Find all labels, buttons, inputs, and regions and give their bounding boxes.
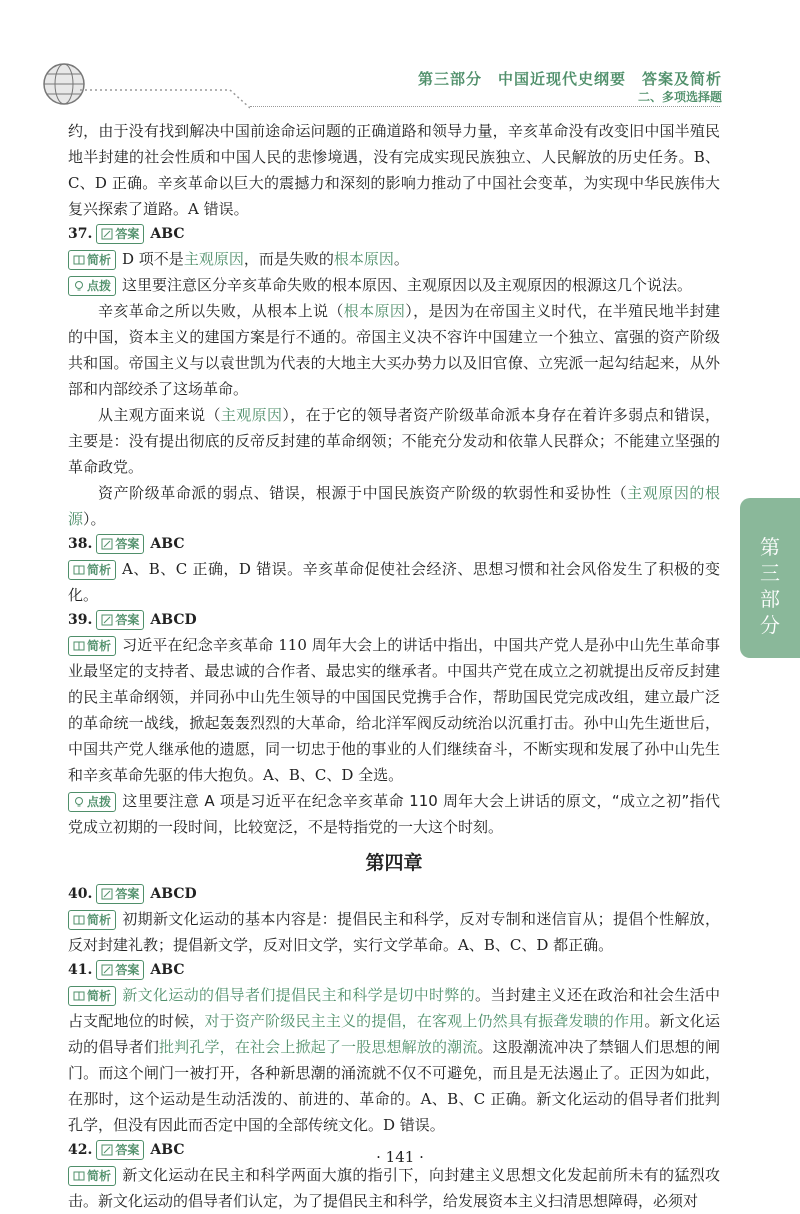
- pencil-icon: [101, 614, 113, 626]
- q41-analysis: 简析 新文化运动的倡导者们提倡民主和科学是切中时弊的。当封建主义还在政治和社会生活中占支配地位的时候，对于资产阶级民主主义的提倡，在客观上仍然具有振聋发聩的作用。新文化运动的倡导者们批判孔学，在社会上掀起了一股思想解放的潮流。这股潮流冲决了禁锢人们思想的闸门。而这个闸门一被打开，各种新思潮的涌流就不仅不可避免，而且是无法遏止了。正因为如此，在那时，这个运动是生动活泼的、前进的、革命的。A、B、C 正确。新文化运动的倡导者们批判孔学，但没有因此而否定中国的全部传统文化。D 错误。: [68, 986, 720, 1134]
- chapter-heading: 第四章: [365, 852, 423, 874]
- analysis-badge: 简析: [68, 560, 116, 580]
- pencil-icon: [101, 228, 113, 240]
- q40-analysis: 简析 初期新文化运动的基本内容是：提倡民主和科学，反对专制和迷信盲从；提倡个性解放，反对封建礼教；提倡新文学，反对旧文学，实行文学革命。A、B、C、D 都正确。: [68, 910, 720, 954]
- analysis-badge: 简析: [68, 986, 116, 1006]
- header-dot-decoration: [80, 84, 250, 110]
- q39-tip: 点拨 这里要注意 A 项是习近平在纪念辛亥革命 110 周年大会上讲话的原文，“成立之初”指代党成立初期的一段时间，比较宽泛，不是特指党的一大这个时刻。: [68, 792, 720, 836]
- header-divider: [250, 106, 720, 107]
- answer-badge: 答案: [96, 610, 144, 630]
- pencil-icon: [101, 538, 113, 550]
- header-subtitle: 二、多项选择题: [637, 90, 722, 104]
- q37-paragraph-2: 从主观方面来说（主观原因），在于它的领导者资产阶级革命派本身存在着许多弱点和错误，主要是：没有提出彻底的反帝反封建的革命纲领；不能充分发动和依靠人民群众；不能建立坚强的革命政党。: [68, 406, 720, 476]
- question-39: 39. 答案 ABCD: [68, 612, 197, 628]
- q42-analysis: 简析 新文化运动在民主和科学两面大旗的指引下，向封建主义思想文化发起前所未有的猛烈攻击。新文化运动的倡导者们认定，为了提倡民主和科学，给发展资本主义扫清思想障碍，必须对: [68, 1166, 720, 1210]
- analysis-badge: 简析: [68, 636, 116, 656]
- pencil-icon: [101, 964, 113, 976]
- analysis-badge: 简析: [68, 250, 116, 270]
- header-title: 第三部分 中国近现代史纲要 答案及简析: [417, 70, 722, 88]
- book-icon: [73, 254, 85, 266]
- question-38: 38. 答案 ABC: [68, 536, 185, 552]
- q39-analysis: 简析 习近平在纪念辛亥革命 110 周年大会上的讲话中指出，中国共产党人是孙中山先生革命事业最坚定的支持者、最忠诚的合作者、最忠实的继承者。中国共产党在成立之初就提出反帝反封建的民主革命纲领，并同孙中山先生领导的中国国民党携手合作，帮助国民党完成改组，建立最广泛的革命统一战线，掀起轰轰烈烈的大革命，给北洋军阀反动统治以沉重打击。孙中山先生逝世后，中国共产党人继承他的遗愿，同一切忠于他的事业的人们继续奋斗，不断实现和发展了孙中山先生和辛亥革命先驱的伟大抱负。A、B、C、D 全选。: [68, 636, 720, 784]
- lightbulb-icon: [73, 280, 85, 292]
- intro-paragraph: 约，由于没有找到解决中国前途命运问题的正确道路和领导力量，辛亥革命没有改变旧中国半殖民地半封建的社会性质和中国人民的悲惨境遇，没有完成实现民族独立、人民解放的历史任务。B、C、D 正确。辛亥革命以巨大的震撼力和深刻的影响力推动了中国社会变革，为实现中华民族伟大复兴探索了道路。A 错误。: [68, 122, 720, 218]
- book-icon: [73, 990, 85, 1002]
- page-number: · 141 ·: [376, 1148, 424, 1166]
- tip-badge: 点拨: [68, 792, 116, 812]
- section-side-tab: 第三部分: [740, 498, 800, 658]
- answer-badge: 答案: [96, 534, 144, 554]
- book-icon: [73, 914, 85, 926]
- q37-analysis: 简析 D 项不是主观原因，而是失败的根本原因。: [68, 246, 720, 272]
- book-icon: [73, 640, 85, 652]
- question-40: 40. 答案 ABCD: [68, 886, 197, 902]
- answer-badge: 答案: [96, 1140, 144, 1160]
- book-icon: [73, 564, 85, 576]
- question-42: 42. 答案 ABC: [68, 1142, 185, 1158]
- answer-badge: 答案: [96, 960, 144, 980]
- answer-badge: 答案: [96, 224, 144, 244]
- q37-paragraph-1: 辛亥革命之所以失败，从根本上说（根本原因），是因为在帝国主义时代，在半殖民地半封建的中国，资本主义的建国方案是行不通的。帝国主义决不容许中国建立一个独立、富强的资产阶级共和国。帝国主义与以袁世凯为代表的大地主大买办势力以及旧官僚、立宪派一起勾结起来，从外部和内部绞杀了这场革命。: [68, 302, 720, 398]
- book-icon: [73, 1170, 85, 1182]
- q38-analysis: 简析 A、B、C 正确，D 错误。辛亥革命促使社会经济、思想习惯和社会风俗发生了积极的变化。: [68, 560, 720, 604]
- lightbulb-icon: [73, 796, 85, 808]
- tip-badge: 点拨: [68, 276, 116, 296]
- question-41: 41. 答案 ABC: [68, 962, 185, 978]
- question-37: 37. 答案 ABC: [68, 226, 185, 242]
- q37-paragraph-3: 资产阶级革命派的弱点、错误，根源于中国民族资产阶级的软弱性和妥协性（主观原因的根源）。: [68, 484, 720, 528]
- answer-badge: 答案: [96, 884, 144, 904]
- pencil-icon: [101, 888, 113, 900]
- analysis-badge: 简析: [68, 910, 116, 930]
- page-content: [68, 118, 720, 1214]
- analysis-badge: 简析: [68, 1166, 116, 1186]
- q37-tip: 点拨 这里要注意区分辛亥革命失败的根本原因、主观原因以及主观原因的根源这几个说法。: [68, 272, 720, 298]
